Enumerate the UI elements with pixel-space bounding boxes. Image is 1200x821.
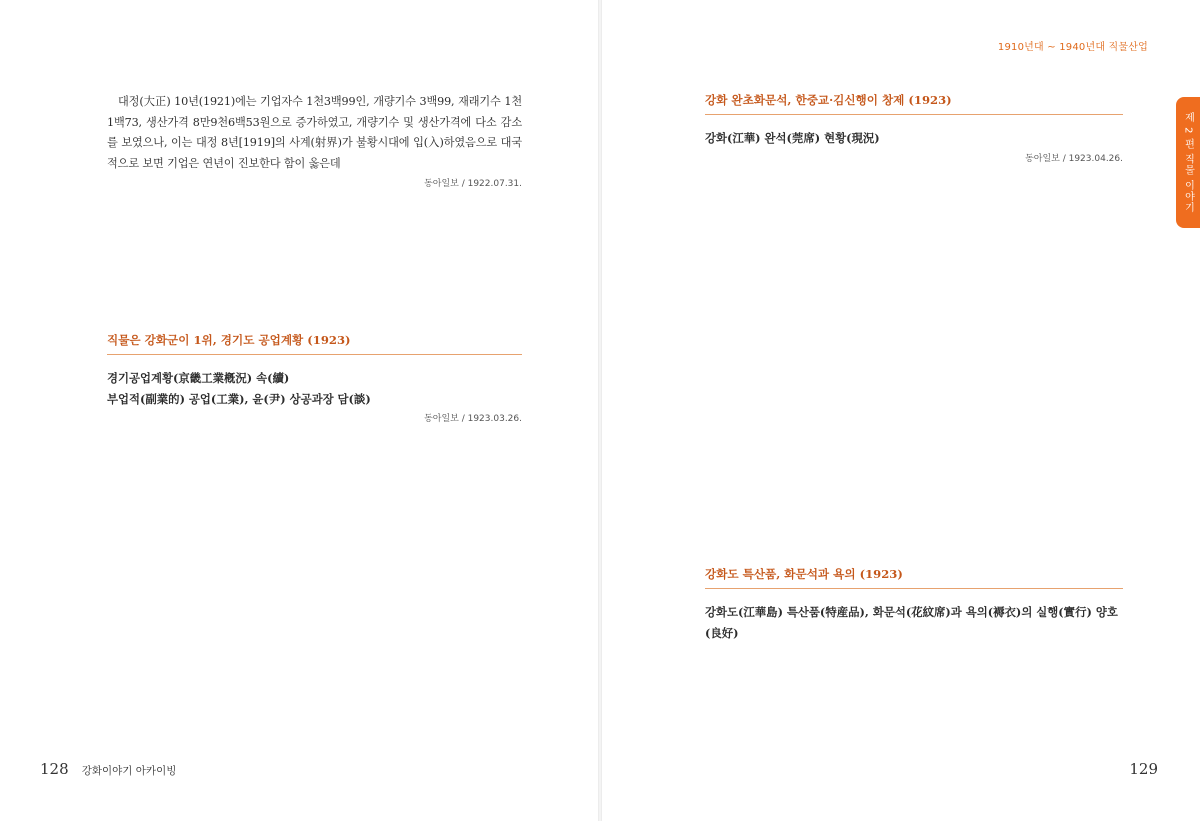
left-section-sub1: 경기공업계황(京畿工業槪況) 속(續) xyxy=(107,371,290,385)
right-section-1 xyxy=(705,92,1123,164)
right-section2-sub: 강화도(江華島) 특산품(特産品), 화문석(花紋席)과 욕의(褥衣)의 실행(實行) 양호(良好) xyxy=(705,605,1118,640)
left-folio-title: 강화이야기 아카이빙 xyxy=(81,765,177,777)
right-folio xyxy=(1129,759,1158,778)
chapter-side-tab-label: 제 2 편 직물 이야기 xyxy=(1182,111,1194,214)
left-intro-block xyxy=(107,92,522,189)
chapter-side-tab xyxy=(1176,97,1200,228)
left-section-source: 동아일보 / 1923.03.26. xyxy=(424,414,522,425)
right-section1-title: 강화 완초화문석, 한중교·김신행이 창제 (1923) xyxy=(705,92,1123,115)
running-head: 1910년대 ~ 1940년대 직물산업 xyxy=(997,42,1148,53)
left-section-title: 직물은 강화군이 1위, 경기도 공업계황 (1923) xyxy=(107,332,522,355)
left-folio xyxy=(40,759,176,778)
right-section-2 xyxy=(705,566,1123,643)
right-section1-source: 동아일보 / 1923.04.26. xyxy=(1025,153,1123,164)
left-page xyxy=(0,0,598,821)
left-page-number: 128 xyxy=(40,760,69,778)
right-section1-sub: 강화(江華) 완석(莞席) 현황(現況) xyxy=(705,131,880,145)
right-page-number: 129 xyxy=(1129,760,1158,778)
right-section2-title: 강화도 특산품, 화문석과 욕의 (1923) xyxy=(705,566,1123,589)
right-page xyxy=(602,0,1200,821)
left-intro-paragraph: 대정(大正) 10년(1921)에는 기업자수 1천3백99인, 개량기수 3백99, 재래기수 1천1백73, 생산가격 8만9천6백53원으로 증가하였고, 개량기수 및 생산가격에 다소 감소를 보였으나, 이는 대정 8년[1919]의 사계(射界)가 불황시대에 입(入)하였음으로 대국적으로 보면 기업은 연년이 진보한다 함이 옳은데 xyxy=(107,95,522,170)
left-section xyxy=(107,332,522,424)
left-section-sub2: 부업적(副業的) 공업(工業), 윤(尹) 상공과장 담(談) xyxy=(107,391,371,406)
left-intro-source: 동아일보 / 1922.07.31. xyxy=(424,179,522,190)
